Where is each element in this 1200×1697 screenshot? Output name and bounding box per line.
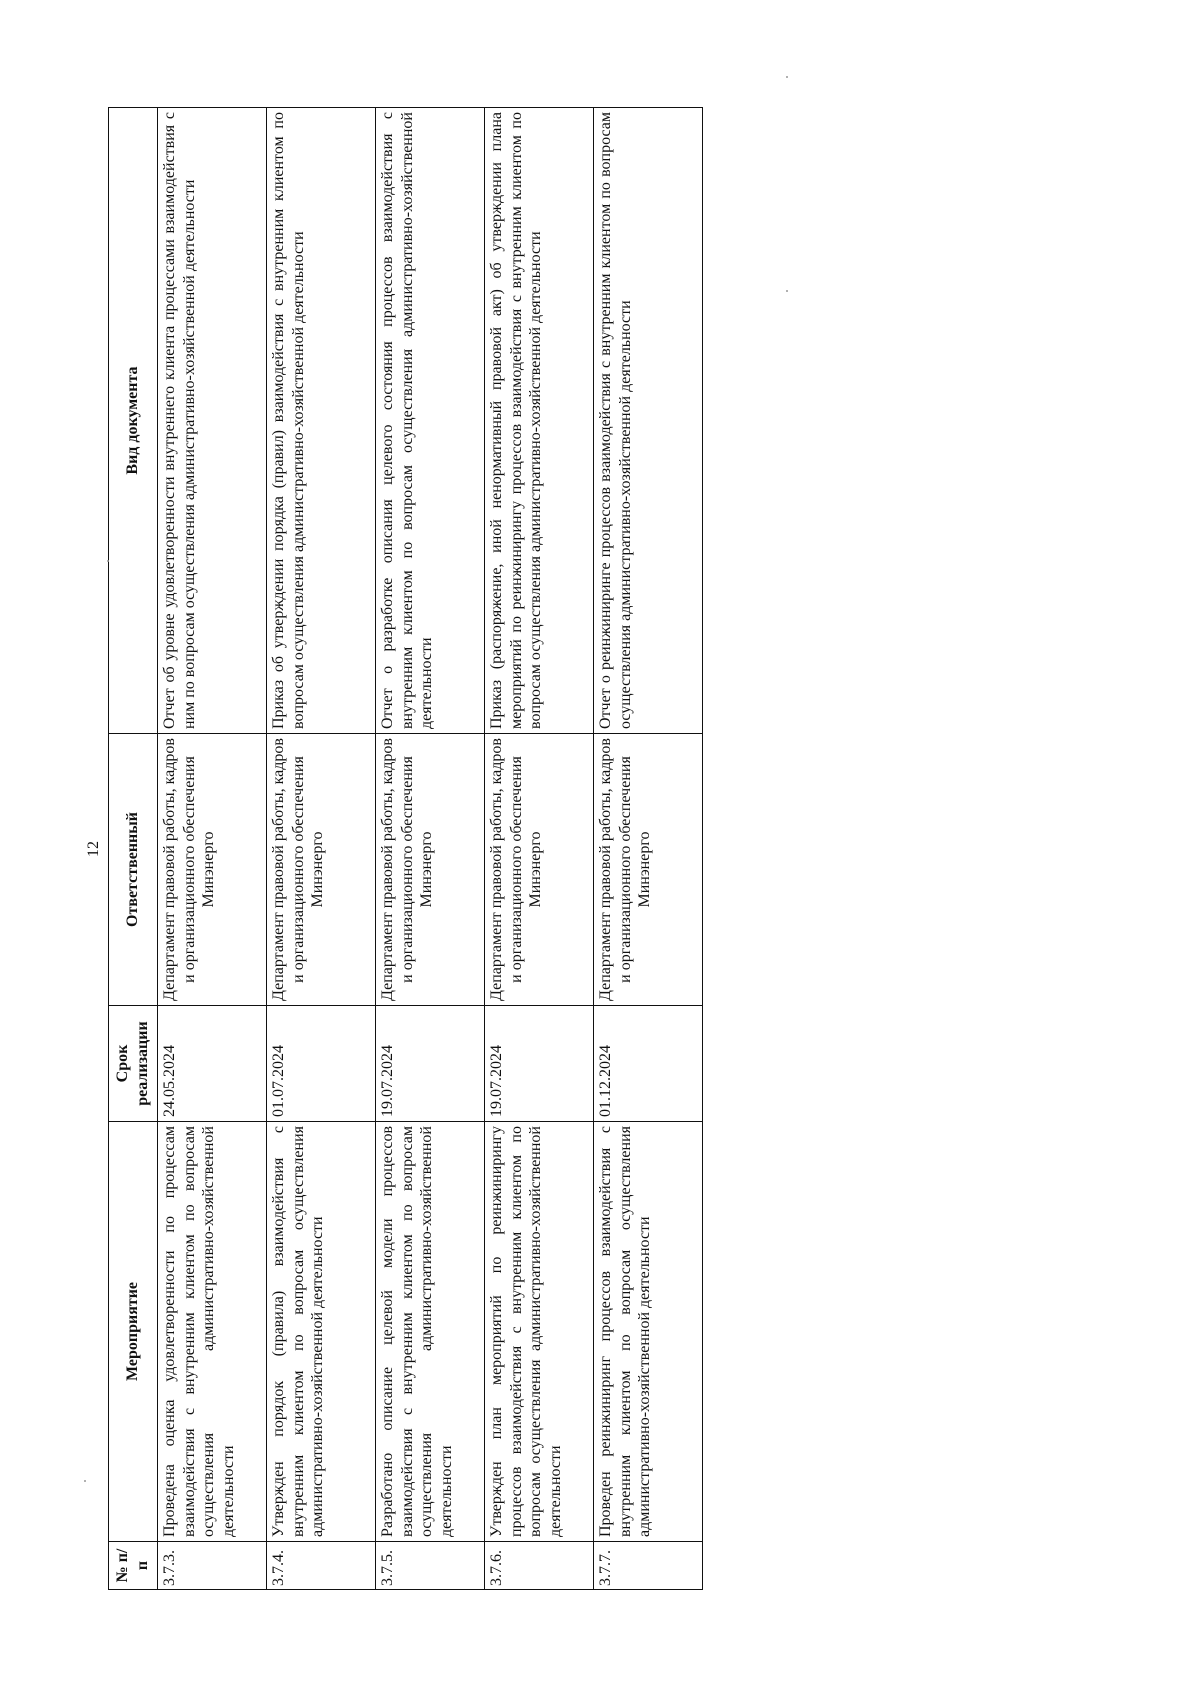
header-num: № п/п <box>109 1542 158 1590</box>
page-number: 12 <box>85 841 102 857</box>
table-row <box>158 108 267 1590</box>
row-num: 3.7.4. <box>267 1542 376 1590</box>
scan-speck <box>107 560 109 562</box>
row-term: 19.07.2024 <box>485 1006 594 1122</box>
scan-speck <box>786 290 788 292</box>
scan-speck <box>84 1480 86 1482</box>
row-event: Проведен реинжиниринг процессов взаимодействия с внутренним клиентом по вопросам осуществления административно-хозяйственной деятельности <box>594 1122 703 1542</box>
row-responsible: Департамент правовой работы, кадров и организационного обеспечения Минэнерго <box>485 734 594 1006</box>
row-responsible: Департамент правовой работы, кадров и организационного обеспечения Минэнерго <box>376 734 485 1006</box>
row-num: 3.7.3. <box>158 1542 267 1590</box>
row-event: Утвержден порядок (правила) взаимодействия с внутренним клиентом по вопросам осуществления административно-хозяйственной деятельности <box>267 1122 376 1542</box>
scan-speck <box>786 76 788 78</box>
row-responsible: Департамент правовой работы, кадров и организационного обеспечения Минэнерго <box>158 734 267 1006</box>
row-num: 3.7.7. <box>594 1542 703 1590</box>
row-num: 3.7.5. <box>376 1542 485 1590</box>
row-doc-type: Отчет о реинжиниринге процессов взаимодействия с внутренним клиентом по вопросам осуществления административно-хозяйственной деятельности <box>594 108 703 734</box>
row-event: Разработано описание целевой модели процессов взаимодействия с внутренним клиентом по вопросам осуществления административно-хозяйственной деятельности <box>376 1122 485 1542</box>
header-responsible: Ответственный <box>109 734 158 1006</box>
row-event: Утвержден план мероприятий по реинжинирингу процессов взаимодействия с внутренним клиентом по вопросам осуществления административно-хозяйственной деятельности <box>485 1122 594 1542</box>
header-doc-type: Вид документа <box>109 108 158 734</box>
row-num: 3.7.6. <box>485 1542 594 1590</box>
row-doc-type: Приказ (распоряжение, иной ненормативный правовой акт) об утверждении плана мероприятий по реинжинирингу процессов взаимодействия с внутренним клиентом по вопросам осуществления административно-хозяйственной деятельности <box>485 108 594 734</box>
header-term: Срок реализации <box>109 1006 158 1122</box>
row-term: 24.05.2024 <box>158 1006 267 1122</box>
row-doc-type: Отчет об уровне удовлетворенности внутреннего клиента процессами взаимодействия с ним по вопросам осуществления административно-хозяйственной деятельности <box>158 108 267 734</box>
table-row <box>594 108 703 1590</box>
events-table <box>108 107 703 1590</box>
row-event: Проведена оценка удовлетворенности по процессам взаимодействия с внутренним клиентом по вопросам осуществления административно-хозяйственной деятельности <box>158 1122 267 1542</box>
row-responsible: Департамент правовой работы, кадров и организационного обеспечения Минэнерго <box>594 734 703 1006</box>
table-row <box>267 108 376 1590</box>
header-event: Мероприятие <box>109 1122 158 1542</box>
table-row <box>485 108 594 1590</box>
row-doc-type: Приказ об утверждении порядка (правил) взаимодействия с внутренним клиентом по вопросам осуществления административно-хозяйственной деятельности <box>267 108 376 734</box>
row-term: 19.07.2024 <box>376 1006 485 1122</box>
row-responsible: Департамент правовой работы, кадров и организационного обеспечения Минэнерго <box>267 734 376 1006</box>
table-container <box>108 108 708 1590</box>
row-term: 01.07.2024 <box>267 1006 376 1122</box>
table-row <box>376 108 485 1590</box>
table-header-row <box>109 108 158 1590</box>
row-term: 01.12.2024 <box>594 1006 703 1122</box>
row-doc-type: Отчет о разработке описания целевого состояния процессов взаимодействия с внутренним клиентом по вопросам осуществления административно-хозяйственной деятельности <box>376 108 485 734</box>
